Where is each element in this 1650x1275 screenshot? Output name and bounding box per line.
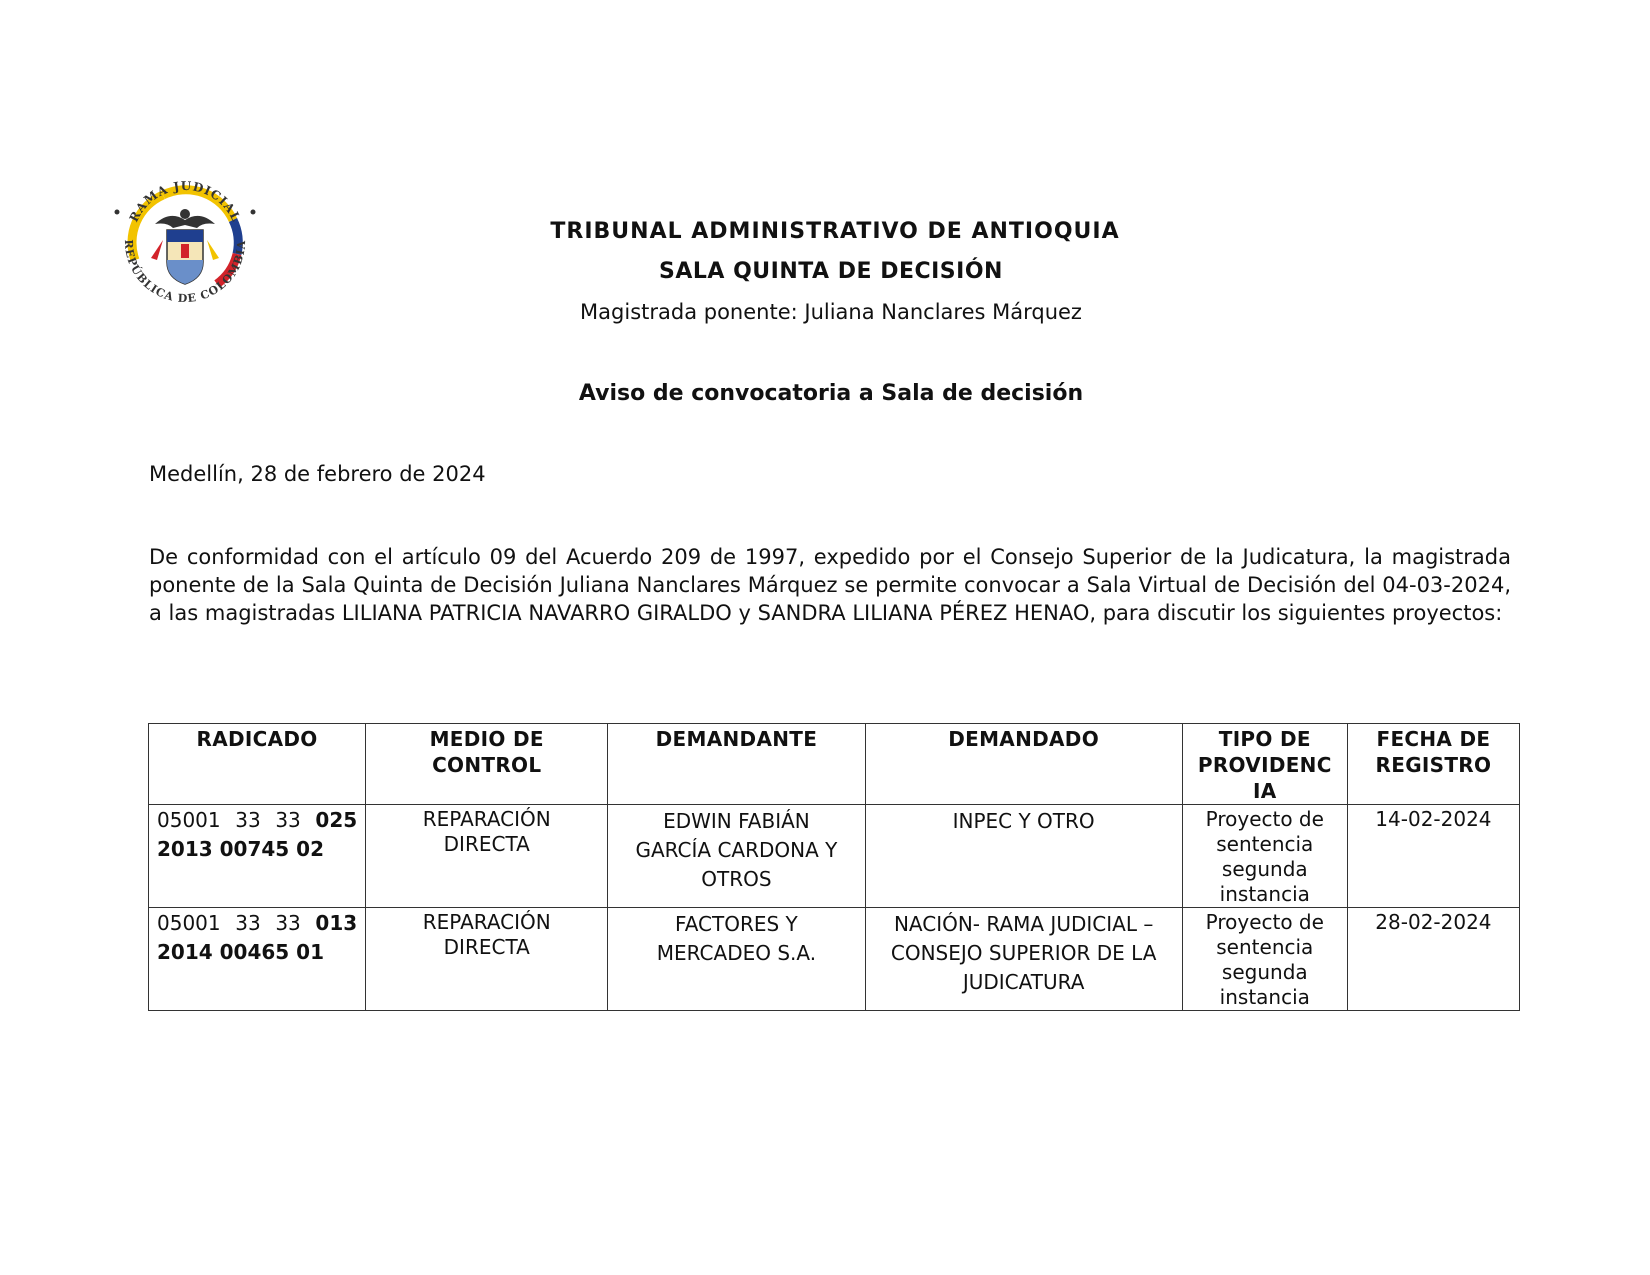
radicado-part: 05001	[157, 911, 221, 935]
header-radicado	[149, 724, 366, 805]
cell-line: Proyecto de	[1205, 807, 1324, 831]
cell-line: CONSEJO SUPERIOR DE LA	[890, 941, 1157, 965]
cell-line: sentencia	[1216, 832, 1314, 856]
cell-radicado	[149, 805, 366, 908]
cell-fecha-registro	[1347, 908, 1519, 1011]
body-paragraph: De conformidad con el artículo 09 del Acuerdo 209 de 1997, expedido por el Consejo Superior de la Judicatura, la magistrada ponente de la Sala Quinta de Decisión Juliana Nanclares Márquez se permite convocar a Sala Virtual de Decisión del 04-03-2024, a las magistradas LILIANA PATRICIA NAVARRO GIRALDO y SANDRA LILIANA PÉREZ HENAO, para discutir los siguientes proyectos:	[149, 545, 1511, 625]
tribunal-title: TRIBUNAL ADMINISTRATIVO DE ANTIOQUIA	[550, 219, 1120, 244]
cell-medio-control	[366, 805, 608, 908]
cell-line: REPARACIÓN	[422, 807, 551, 831]
header-demandante	[608, 724, 865, 805]
cell-line: segunda	[1221, 960, 1308, 984]
radicado-part: 025	[315, 808, 358, 832]
sala-heading: SALA QUINTA DE DECISIÓN	[659, 259, 1003, 284]
cell-medio-control	[366, 908, 608, 1011]
cell-line: 14-02-2024	[1375, 807, 1492, 831]
cell-line: INPEC Y OTRO	[952, 809, 1095, 833]
cell-line: REPARACIÓN	[422, 910, 551, 934]
radicado-part: 33	[235, 911, 261, 935]
header-medio-line: CONTROL	[432, 753, 542, 777]
header-fecha-line: FECHA DE	[1376, 727, 1491, 751]
cell-line: DIRECTA	[443, 935, 530, 959]
cell-line: OTROS	[701, 867, 772, 891]
cell-line: FACTORES Y	[675, 912, 798, 936]
cell-line: 28-02-2024	[1375, 910, 1492, 934]
cell-demandado	[865, 805, 1182, 908]
cell-line: instancia	[1219, 985, 1310, 1009]
header-tipo-line: IA	[1253, 779, 1277, 803]
cell-fecha-registro	[1347, 805, 1519, 908]
svg-text:RAMA JUDICIAL: RAMA JUDICIAL	[126, 178, 244, 225]
radicado-part: 33	[275, 808, 301, 832]
radicado-line-2: 2014 00465 01	[157, 940, 325, 964]
table-row	[149, 908, 1520, 1011]
header-radicado-label: RADICADO	[196, 727, 318, 751]
cell-line: Proyecto de	[1205, 910, 1324, 934]
magistrada-ponente: Magistrada ponente: Juliana Nanclares Márquez	[580, 300, 1082, 324]
cell-demandante	[608, 805, 865, 908]
radicado-part: 013	[315, 911, 358, 935]
radicado-line-2: 2013 00745 02	[157, 837, 325, 861]
cell-line: GARCÍA CARDONA Y	[635, 838, 838, 862]
header-tipo-providencia	[1182, 724, 1347, 805]
cell-tipo-providencia	[1182, 805, 1347, 908]
cell-line: DIRECTA	[443, 832, 530, 856]
header-tipo-line: TIPO DE	[1218, 727, 1311, 751]
cell-line: EDWIN FABIÁN	[663, 809, 810, 833]
table-header-row	[149, 724, 1520, 805]
aviso-heading: Aviso de convocatoria a Sala de decisión	[578, 381, 1084, 406]
header-fecha-registro	[1347, 724, 1519, 805]
table-row	[149, 805, 1520, 908]
svg-text:REPÚBLICA DE COLOMBIA: REPÚBLICA DE COLOMBIA	[121, 239, 249, 306]
header-demandado	[865, 724, 1182, 805]
header-tipo-line: PROVIDENC	[1197, 753, 1332, 777]
cell-line: sentencia	[1216, 935, 1314, 959]
cell-radicado	[149, 908, 366, 1011]
header-demandado-label: DEMANDADO	[948, 727, 1100, 751]
header-fecha-line: REGISTRO	[1375, 753, 1492, 777]
radicado-part: 05001	[157, 808, 221, 832]
cell-line: segunda	[1221, 857, 1308, 881]
cell-demandante	[608, 908, 865, 1011]
projects-table	[148, 723, 1520, 1011]
radicado-part: 33	[275, 911, 301, 935]
cell-demandado	[865, 908, 1182, 1011]
radicado-part: 33	[235, 808, 261, 832]
cell-line: JUDICATURA	[962, 970, 1085, 994]
header-demandante-label: DEMANDANTE	[655, 727, 818, 751]
cell-line: NACIÓN- RAMA JUDICIAL –	[893, 912, 1154, 936]
cell-line: MERCADEO S.A.	[656, 941, 817, 965]
cell-tipo-providencia	[1182, 908, 1347, 1011]
cell-line: instancia	[1219, 882, 1310, 906]
header-medio-line: MEDIO DE	[429, 727, 544, 751]
header-medio-control	[366, 724, 608, 805]
date-line: Medellín, 28 de febrero de 2024	[149, 462, 486, 486]
